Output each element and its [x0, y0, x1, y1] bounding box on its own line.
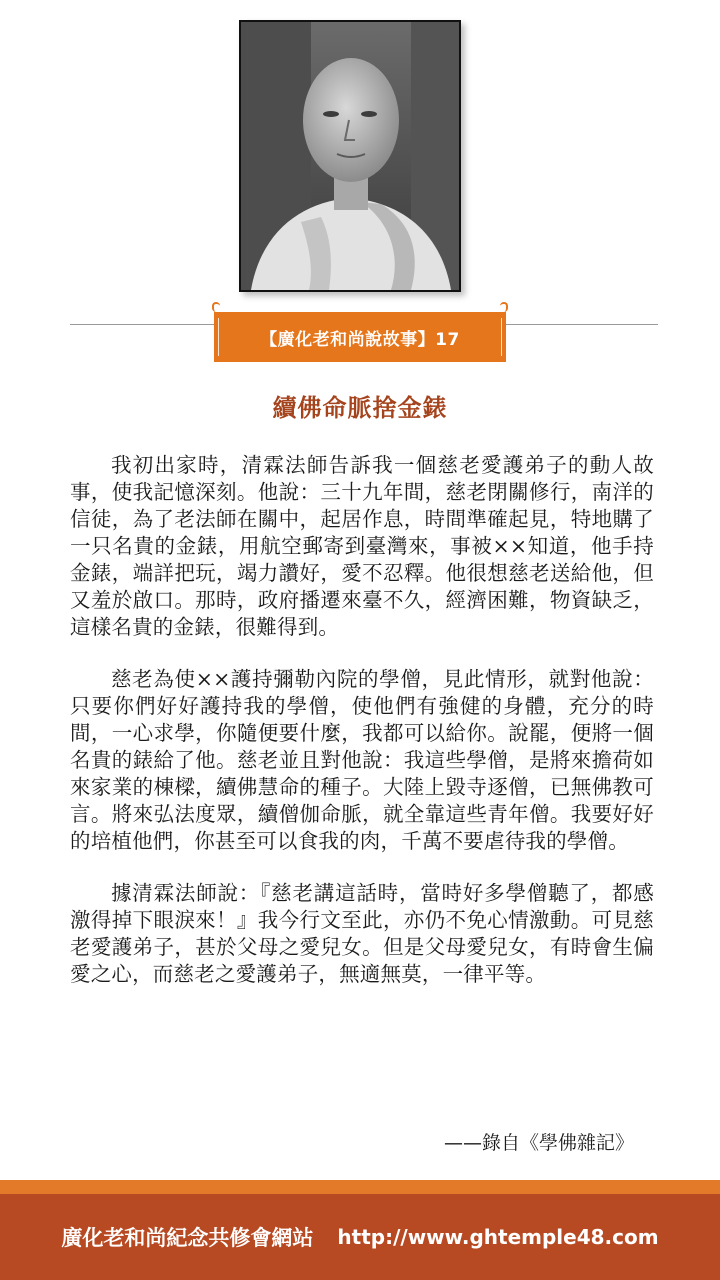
footer-org-name: 廣化老和尚紀念共修會網站 — [61, 1225, 314, 1250]
article-body — [70, 452, 654, 1013]
footer-stripe — [0, 1180, 720, 1194]
article-paragraph: 慈老為使××護持彌勒內院的學僧，見此情形，就對他說：只要你們好好護持我的學僧，使他們有強健的身體，充分的時間，一心求學，你隨便要什麼，我都可以給你。說罷，便將一個名貴的錶給了他。慈老並且對他說：我這些學僧，是將來擔荷如來家業的棟樑，續佛慧命的種子。大陸上毀寺逐僧，已無佛教可言。將來弘法度眾，續僧伽命脈，就全靠這些青年僧。我要好好的培植他們，你甚至可以食我的肉，千萬不要虐待我的學僧。 — [70, 667, 654, 853]
article-title: 續佛命脈捨金錶 — [272, 394, 448, 422]
source-attribution: ——錄自《學佛雜記》 — [443, 1132, 634, 1154]
monk-portrait-photo — [239, 20, 461, 292]
footer-bar — [0, 1194, 720, 1280]
article-paragraph: 我初出家時，清霖法師告訴我一個慈老愛護弟子的動人故事，使我記憶深刻。他說：三十九年間，慈老閉關修行，南洋的信徒，為了老法師在關中，起居作息，時間準確起見，特地購了一只名貴的金錶，用航空郵寄到臺灣來，事被××知道，他手持金錶，端詳把玩，竭力讚好，愛不忍釋。他很想慈老送給他，但又羞於啟口。那時，政府播遷來臺不久，經濟困難，物資缺乏，這樣名貴的金錶，很難得到。 — [70, 453, 654, 639]
series-banner — [214, 312, 506, 362]
scroll-curl-right-ornament — [500, 302, 508, 312]
scroll-curl-left-ornament — [212, 302, 220, 312]
article-paragraph: 據清霖法師說：『慈老講這話時，當時好多學僧聽了，都感激得掉下眼淚來！』我今行文至此，亦仍不免心情激動。可見慈老愛護弟子，甚於父母之愛兒女。但是父母愛兒女，有時會生偏愛之心，而慈老之愛護弟子，無適無莫，一律平等。 — [70, 881, 654, 986]
divider-right — [506, 324, 658, 325]
series-banner-label: 【廣化老和尚說故事】17 — [260, 329, 460, 350]
footer-website-link[interactable]: http://www.ghtemple48.com — [337, 1225, 659, 1249]
divider-left — [70, 324, 214, 325]
